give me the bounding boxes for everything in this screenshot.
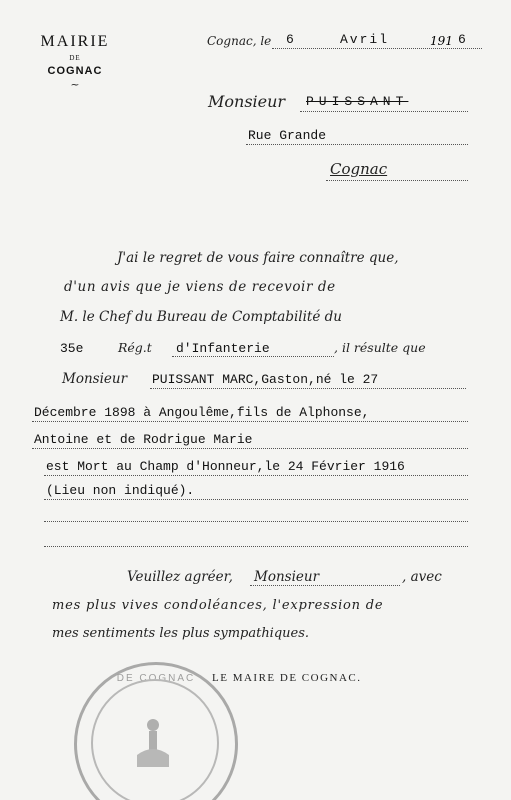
addressee-city: Cognac xyxy=(330,160,388,178)
closing-line-2: mes plus vives condoléances, l'expression de xyxy=(52,598,384,613)
date-day: 6 xyxy=(286,32,294,47)
closing-agree: Veuillez agréer, xyxy=(127,569,233,585)
addressee-street-dots xyxy=(246,144,468,145)
soldier-name: PUISSANT MARC,Gaston,né le 27 xyxy=(152,372,379,387)
addressee-salutation: Monsieur xyxy=(208,92,286,111)
closing-sir: Monsieur xyxy=(254,569,320,585)
date-dots xyxy=(272,48,482,49)
flourish-ornament: ~ xyxy=(70,78,80,91)
parents-dots xyxy=(32,448,468,449)
result-text: , il résulte que xyxy=(334,340,426,355)
parents-line: Antoine et de Rodrigue Marie xyxy=(34,432,253,447)
date-line xyxy=(207,34,271,48)
birth-dots xyxy=(32,421,468,422)
regiment-type: d'Infanterie xyxy=(176,341,270,356)
de-label: DE xyxy=(69,54,81,62)
body-line-3: M. le Chef du Bureau de Comptabilité du xyxy=(60,309,342,325)
date-prefix: Cognac, le xyxy=(207,34,272,48)
blank-dots-1 xyxy=(44,521,468,522)
stamp-text: DE COGNAC xyxy=(116,673,196,684)
death-line: est Mort au Champ d'Honneur,le 24 Février 1916 xyxy=(46,459,405,474)
closing-avec: , avec xyxy=(402,569,442,585)
stamp-emblem-icon xyxy=(131,715,175,775)
date-month: Avril xyxy=(340,32,390,47)
soldier-title: Monsieur xyxy=(62,371,128,387)
addressee-city-dots xyxy=(326,180,468,181)
mayor-signature: LE MAIRE DE COGNAC. xyxy=(212,672,362,684)
closing-line-3: mes sentiments les plus sympathiques. xyxy=(52,626,310,641)
cognac-label: COGNAC xyxy=(47,65,103,77)
body-line-1: J'ai le regret de vous faire connaître que, xyxy=(117,250,399,266)
regiment-abbr: Rég.t xyxy=(118,340,152,355)
mairie-header xyxy=(20,33,130,91)
birth-line: Décembre 1898 à Angoulême,fils de Alphonse, xyxy=(34,405,370,420)
regiment-dots xyxy=(172,356,334,357)
closing-sir-dots xyxy=(250,585,400,586)
death-dots xyxy=(44,475,468,476)
place-dots xyxy=(44,499,468,500)
addressee-name: PUISSANT xyxy=(306,94,409,109)
place-line: (Lieu non indiqué). xyxy=(46,483,195,498)
body-line-2: d'un avis que je viens de recevoir de xyxy=(64,279,336,295)
regiment-number: 35e xyxy=(60,341,84,356)
soldier-dots xyxy=(150,388,466,389)
mairie-stamp xyxy=(74,662,238,800)
date-year-suffix: 6 xyxy=(458,32,466,47)
addressee-street: Rue Grande xyxy=(248,128,327,143)
date-year-prefix: 191 xyxy=(430,34,453,48)
mairie-label: MAIRIE xyxy=(40,33,110,50)
blank-dots-2 xyxy=(44,546,468,547)
addressee-name-dots xyxy=(300,111,468,112)
